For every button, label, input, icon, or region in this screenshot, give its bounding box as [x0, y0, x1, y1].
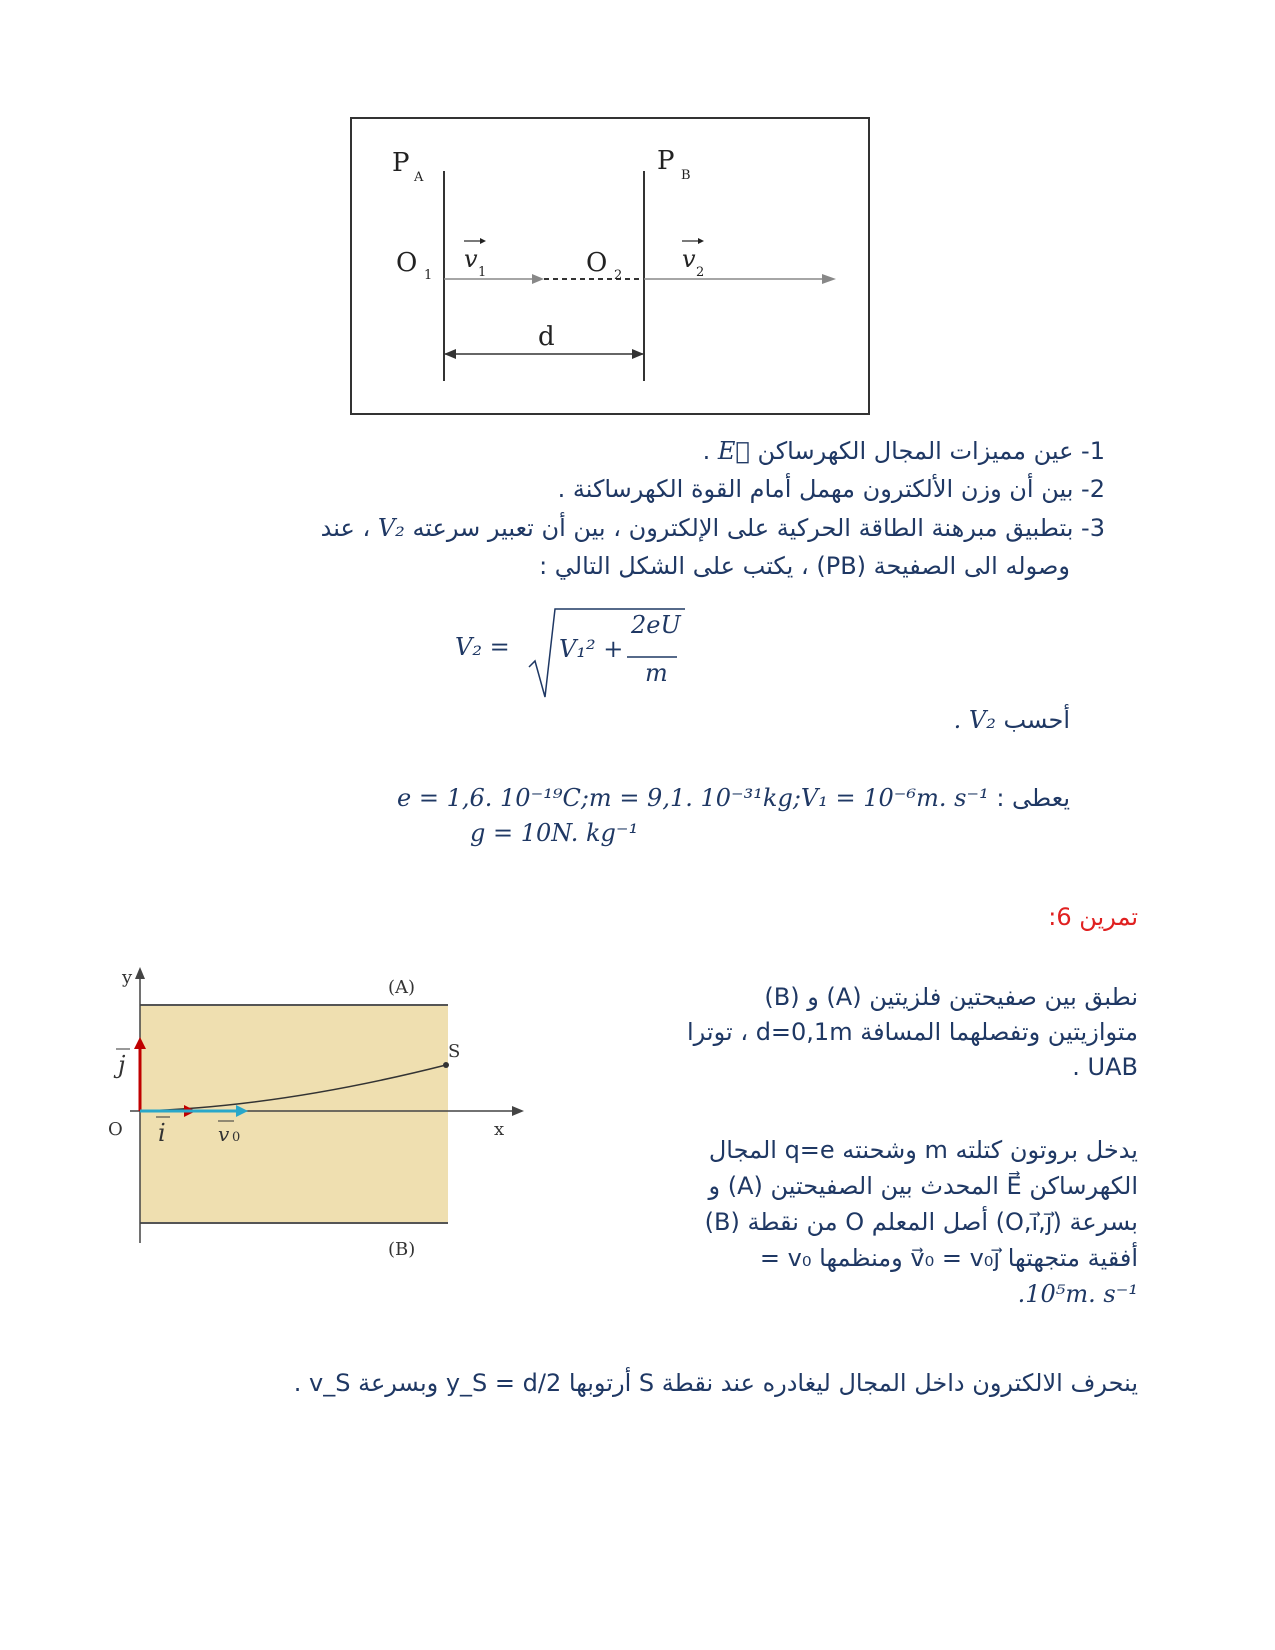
label-v0: v: [218, 1122, 230, 1146]
label-pa: P: [392, 148, 410, 178]
ex6-p3: ينحرف الالكترون داخل المجال ليغادره عند نقطة S أرتوبها y_S = d/2 وبسرعة v_S .: [293, 1369, 1138, 1397]
svg-text:B: B: [681, 168, 691, 183]
field-diagram: [100, 965, 530, 1265]
label-v1: v: [464, 245, 478, 273]
given-g: g = 10N. kg⁻¹: [470, 819, 639, 847]
formula-v2: V₂ = V₁² + 2eU m: [455, 605, 695, 705]
label-o2: O: [586, 248, 608, 278]
question-3-line-2: وصوله الى الصفيحة (PB) ، يكتب على الشكل التالي :: [539, 552, 1070, 580]
label-y: y: [122, 967, 133, 988]
ex6-p2-line2: الكهرساكن E⃗ المحدث بين الصفيحتين (A) و: [708, 1172, 1138, 1200]
field-figure: [100, 965, 530, 1265]
capacitor-figure: [350, 117, 870, 415]
arrow-v2-icon: [822, 274, 836, 284]
exercise-title: تمرين 6:: [1048, 903, 1138, 931]
ex6-p2-line5: .10⁵m. s⁻¹: [1017, 1280, 1138, 1308]
svg-text:2: 2: [614, 268, 623, 283]
label-i: i: [158, 1119, 166, 1147]
ex6-p2-line4: أفقية متجهتها v⃗₀ = v₀j⃗ ومنظمها v₀ =: [759, 1244, 1138, 1272]
compute-v2: أحسب V₂ .: [953, 706, 1070, 734]
svg-text:2: 2: [696, 265, 705, 280]
label-pb: P: [657, 146, 675, 176]
label-d: d: [538, 322, 555, 352]
capacitor-diagram: [352, 119, 868, 413]
ex6-p1-line1: نطبق بين صفيحتين فلزيتين (A) و (B): [764, 983, 1138, 1011]
arrow-v1-icon: [532, 274, 544, 284]
ex6-p1-line2: متوازيتين وتفصلهما المسافة d=0,1m ، توترا: [687, 1018, 1138, 1046]
point-s: [443, 1062, 449, 1068]
label-x: x: [494, 1119, 505, 1140]
question-1: 1- عين مميزات المجال الكهرساكن E⃗ .: [702, 437, 1105, 465]
given-values: يعطى : e = 1,6. 10⁻¹⁹C;m = 9,1. 10⁻³¹kg;V₁ = 10⁻⁶m. s⁻¹: [397, 784, 1070, 812]
label-plate-b: (B): [388, 1239, 416, 1260]
label-plate-a: (A): [388, 977, 416, 998]
label-o1: O: [396, 248, 418, 278]
svg-text:0: 0: [232, 1130, 241, 1145]
svg-text:1: 1: [478, 265, 487, 280]
svg-text:A: A: [414, 170, 424, 185]
label-o: O: [108, 1119, 123, 1140]
ex6-p2-line1: يدخل بروتون كتلته m وشحنته q=e المجال: [708, 1136, 1138, 1164]
svg-text:1: 1: [424, 268, 433, 283]
ex6-p1-line3: . UAB: [1072, 1053, 1138, 1081]
label-s: S: [448, 1041, 461, 1062]
label-j: j: [118, 1051, 126, 1079]
ex6-p2-line3: (B) من نقطة O أصل المعلم (O,i⃗,j⃗) بسرعة: [704, 1208, 1138, 1236]
question-3: 3- بتطبيق مبرهنة الطاقة الحركية على الإلكترون ، بين أن تعبير سرعته V₂ ، عند: [320, 514, 1105, 542]
label-v2: v: [682, 245, 696, 273]
question-2: 2- بين أن وزن الألكترون مهمل أمام القوة الكهرساكنة .: [557, 475, 1105, 503]
